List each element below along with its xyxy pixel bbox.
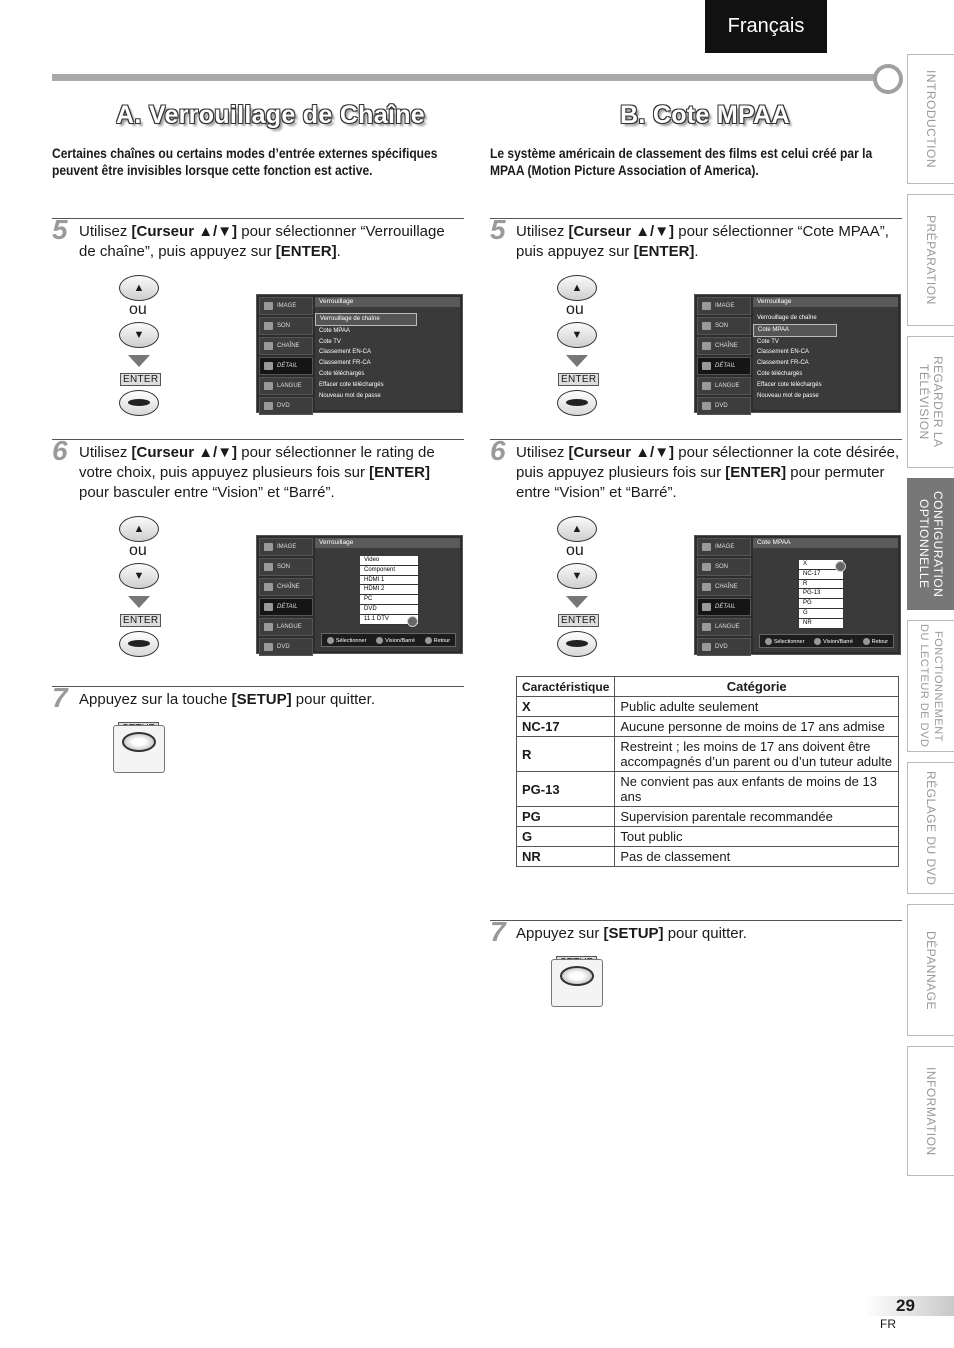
step-7-instruction: Appuyez sur [SETUP] pour quitter.: [516, 925, 747, 942]
picture-icon: [264, 302, 273, 310]
table-row: [517, 847, 899, 867]
channel-item[interactable]: 11.1 DTV: [360, 615, 418, 625]
side-tab-information[interactable]: INFORMATION: [907, 1046, 954, 1176]
osd-row-selected[interactable]: Verrouillage de chaîne: [315, 313, 417, 326]
osd-row[interactable]: Effacer cote téléchargés: [757, 381, 822, 388]
back-icon: [425, 637, 432, 644]
table-header: Catégorie: [615, 677, 899, 697]
channel-item[interactable]: HDMI 1: [360, 576, 418, 586]
cursor-down-button[interactable]: ▼: [119, 563, 159, 589]
osd-menu-item-selected[interactable]: DÉTAIL: [259, 598, 313, 616]
osd-footer-toggle: Vision/Barré: [814, 638, 853, 645]
channel-icon: [264, 583, 273, 591]
detail-icon: [702, 603, 711, 611]
step-divider: [490, 218, 902, 219]
osd-menu-item-selected[interactable]: DÉTAIL: [697, 598, 751, 616]
step-divider: [490, 439, 902, 440]
header-rule-circle: [873, 64, 903, 94]
table-cell-category: Tout public: [615, 827, 899, 847]
page-number-bar: [864, 1296, 954, 1316]
osd-menu-item[interactable]: CHAÎNE: [259, 578, 313, 596]
mpaa-item[interactable]: G: [799, 609, 843, 619]
section-title-a: A. Verrouillage de Chaîne: [116, 101, 425, 129]
step-number: 6: [52, 435, 68, 466]
picture-icon: [702, 543, 711, 551]
table-row: [517, 827, 899, 847]
osd-menu-item[interactable]: IMAGE: [697, 297, 751, 315]
osd-menu-item[interactable]: DVD: [259, 397, 313, 415]
page-number: 29: [896, 1296, 915, 1315]
osd-main-panel: [315, 538, 460, 651]
osd-row[interactable]: Classement FR-CA: [319, 360, 371, 367]
osd-menu-item[interactable]: IMAGE: [697, 538, 751, 556]
table-row: [517, 807, 899, 827]
osd-menu-item[interactable]: LANGUE: [697, 377, 751, 395]
channel-item[interactable]: PC: [360, 595, 418, 605]
osd-menu-item-selected[interactable]: DÉTAIL: [697, 357, 751, 375]
osd-row[interactable]: Nouveau mot de passe: [757, 392, 819, 399]
channel-item[interactable]: Video: [360, 556, 418, 566]
step-divider: [52, 439, 464, 440]
enter-icon: [814, 638, 821, 645]
enter-button[interactable]: [557, 390, 597, 416]
table-cell-rating: G: [517, 827, 615, 847]
enter-icon: [376, 637, 383, 644]
dvd-icon: [702, 643, 711, 651]
mpaa-item[interactable]: PG: [799, 599, 843, 609]
osd-menu-item[interactable]: DVD: [259, 638, 313, 656]
step-divider: [52, 218, 464, 219]
enter-button[interactable]: [119, 631, 159, 657]
back-icon: [863, 638, 870, 645]
table-row: [517, 697, 899, 717]
step-number: 6: [490, 435, 506, 466]
table-cell-rating: PG-13: [517, 772, 615, 807]
language-icon: [264, 623, 273, 631]
cursor-down-button[interactable]: ▼: [557, 322, 597, 348]
section-title-b: B. Cote MPAA: [620, 101, 790, 129]
osd-row[interactable]: Cote téléchargés: [319, 370, 365, 377]
arrow-down-icon: [566, 355, 588, 367]
osd-main-panel: [753, 297, 898, 410]
side-tab-troubleshooting[interactable]: DÉPANNAGE: [907, 904, 954, 1036]
cursor-up-button[interactable]: ▲: [557, 275, 597, 301]
step-divider: [52, 686, 464, 687]
dvd-icon: [264, 402, 273, 410]
osd-side-menu: [259, 538, 313, 651]
or-label: ou: [129, 542, 147, 559]
sound-icon: [702, 563, 711, 571]
mpaa-rating-table: [516, 676, 899, 867]
picture-icon: [702, 302, 711, 310]
lock-status-icon: [407, 616, 418, 627]
osd-row[interactable]: Cote TV: [319, 338, 341, 345]
table-row: [517, 717, 899, 737]
arrow-down-icon: [128, 596, 150, 608]
side-tab-optional-setup[interactable]: CONFIGURATION OPTIONNELLE: [907, 478, 954, 610]
language-icon: [702, 382, 711, 390]
osd-row[interactable]: Cote téléchargés: [757, 370, 803, 377]
step-number: 5: [490, 214, 506, 245]
osd-row[interactable]: Classement EN-CA: [757, 349, 810, 356]
mpaa-item[interactable]: R: [799, 580, 843, 590]
channel-icon: [702, 342, 711, 350]
table-cell-category: Aucune personne de moins de 17 ans admise: [615, 717, 899, 737]
table-cell-rating: NC-17: [517, 717, 615, 737]
osd-panel-title: Verrouillage: [753, 297, 898, 307]
osd-side-menu: [697, 538, 751, 652]
table-cell-category: Ne convient pas aux enfants de moins de 13 ans: [615, 772, 899, 807]
table-cell-rating: X: [517, 697, 615, 717]
osd-row[interactable]: Cote MPAA: [319, 327, 350, 334]
language-icon: [264, 382, 273, 390]
enter-label: ENTER: [558, 373, 599, 386]
osd-side-menu: [697, 297, 751, 410]
table-cell-category: Restreint ; les moins de 17 ans doivent être accompagnés d’un parent ou d’un tuteur adulte: [615, 737, 899, 772]
table-cell-rating: NR: [517, 847, 615, 867]
enter-label: ENTER: [120, 373, 161, 386]
osd-footer-toggle: Vision/Barré: [376, 637, 415, 644]
osd-screen-mpaa: [694, 535, 901, 655]
intro-left: Certaines chaînes ou certains modes d’entrée externes spécifiques peuvent être invisibles lorsque cette fonction est active.: [52, 145, 438, 178]
osd-menu-item[interactable]: CHAÎNE: [697, 578, 751, 596]
enter-button[interactable]: [557, 631, 597, 657]
setup-button[interactable]: [113, 725, 165, 773]
osd-row[interactable]: Cote TV: [757, 338, 779, 345]
step-7-instruction: Appuyez sur la touche [SETUP] pour quitter.: [79, 691, 375, 708]
channel-item[interactable]: Component: [360, 566, 418, 576]
osd-main-panel: [315, 297, 460, 410]
step-number: 7: [52, 682, 68, 713]
table-cell-category: Pas de classement: [615, 847, 899, 867]
channel-item[interactable]: HDMI 2: [360, 585, 418, 595]
osd-footer: [759, 634, 894, 648]
cursor-down-button[interactable]: ▼: [557, 563, 597, 589]
step-number: 5: [52, 214, 68, 245]
osd-panel-title: Verrouillage: [315, 297, 460, 307]
osd-footer-back: Retour: [425, 637, 451, 644]
side-tab-preparation[interactable]: PRÉPARATION: [907, 194, 954, 326]
table-cell-category: Public adulte seulement: [615, 697, 899, 717]
osd-footer-select: Sélectionner: [327, 637, 367, 644]
or-label: ou: [566, 542, 584, 559]
enter-label: ENTER: [558, 614, 599, 627]
osd-footer-select: Sélectionner: [765, 638, 805, 645]
or-label: ou: [566, 301, 584, 318]
mpaa-item[interactable]: PG-13: [799, 589, 843, 599]
enter-button[interactable]: [119, 390, 159, 416]
table-cell-rating: R: [517, 737, 615, 772]
osd-menu-item[interactable]: SON: [259, 558, 313, 576]
detail-icon: [264, 603, 273, 611]
osd-row[interactable]: Nouveau mot de passe: [319, 392, 381, 399]
cursor-up-button[interactable]: ▲: [557, 516, 597, 542]
channel-list: [360, 556, 418, 625]
sound-icon: [702, 322, 711, 330]
osd-menu-item[interactable]: SON: [697, 558, 751, 576]
osd-screen-channel-lock: [256, 535, 463, 654]
osd-row[interactable]: Verrouillage de chaîne: [757, 315, 817, 321]
osd-menu-item[interactable]: DVD: [697, 638, 751, 656]
osd-screen-lock-menu: [256, 294, 463, 413]
osd-menu-item[interactable]: DVD: [697, 397, 751, 415]
picture-icon: [264, 543, 273, 551]
side-tab-dvd-operation[interactable]: FONCTIONNEMENT DU LECTEUR DE DVD: [907, 620, 954, 752]
side-tab-introduction[interactable]: INTRODUCTION: [907, 54, 954, 184]
intro-right: Le système américain de classement des films est celui créé par la MPAA (Motion Picture Association of America).: [490, 145, 873, 178]
osd-main-panel: [753, 538, 898, 652]
channel-item[interactable]: DVD: [360, 605, 418, 615]
step-5-instruction: Utilisez [Curseur ▲/▼] pour sélectionner “Verrouillage de chaîne”, puis appuyez sur [ENTER].: [79, 223, 445, 260]
header-rule: [52, 74, 878, 81]
step-5-instruction: Utilisez [Curseur ▲/▼] pour sélectionner “Cote MPAA”, puis appuyez sur [ENTER].: [516, 223, 889, 260]
cursor-up-button[interactable]: ▲: [119, 275, 159, 301]
osd-menu-item[interactable]: LANGUE: [697, 618, 751, 636]
step-divider: [490, 920, 902, 921]
language-icon: [702, 623, 711, 631]
or-label: ou: [129, 301, 147, 318]
osd-menu-item[interactable]: CHAÎNE: [697, 337, 751, 355]
osd-menu-item[interactable]: LANGUE: [259, 618, 313, 636]
table-cell-category: Supervision parentale recommandée: [615, 807, 899, 827]
table-cell-rating: PG: [517, 807, 615, 827]
osd-footer-back: Retour: [863, 638, 889, 645]
osd-panel-title: Verrouillage: [315, 538, 460, 548]
sound-icon: [264, 563, 273, 571]
osd-menu-item[interactable]: LANGUE: [259, 377, 313, 395]
enter-label: ENTER: [120, 614, 161, 627]
osd-menu-item[interactable]: SON: [697, 317, 751, 335]
dvd-icon: [264, 643, 273, 651]
mpaa-item[interactable]: X: [799, 560, 843, 570]
step-6-instruction: Utilisez [Curseur ▲/▼] pour sélectionner la cote désirée, puis appuyez plusieurs fois sur [ENTER] pour permuter entre “Vision” et “Barré”.: [516, 444, 900, 501]
osd-row-selected[interactable]: Cote MPAA: [753, 324, 837, 337]
osd-menu-item[interactable]: IMAGE: [259, 538, 313, 556]
osd-menu-item[interactable]: SON: [259, 317, 313, 335]
mpaa-item[interactable]: NR: [799, 619, 843, 629]
cursor-up-button[interactable]: ▲: [119, 516, 159, 542]
cursor-icon: [765, 638, 772, 645]
cursor-icon: [327, 637, 334, 644]
osd-screen-lock-menu: [694, 294, 901, 413]
arrow-down-icon: [128, 355, 150, 367]
mpaa-item[interactable]: NC-17: [799, 570, 843, 580]
osd-panel-title: Cote MPAA: [753, 538, 898, 548]
setup-button[interactable]: [551, 959, 603, 1007]
step-number: 7: [490, 916, 506, 947]
page-language-code: FR: [880, 1317, 896, 1331]
table-row: [517, 772, 899, 807]
detail-icon: [702, 362, 711, 370]
osd-menu-item-selected[interactable]: DÉTAIL: [259, 357, 313, 375]
osd-footer: [321, 633, 456, 647]
side-tab-watching-tv[interactable]: REGARDER LA TÉLÉVISION: [907, 336, 954, 468]
side-tab-dvd-settings[interactable]: RÉGLAGE DU DVD: [907, 762, 954, 894]
table-header-row: [517, 677, 899, 697]
channel-icon: [264, 342, 273, 350]
detail-icon: [264, 362, 273, 370]
osd-row[interactable]: Effacer cote téléchargés: [319, 381, 384, 388]
table-row: [517, 737, 899, 772]
table-header: Caractéristique: [517, 677, 615, 697]
osd-menu-item[interactable]: IMAGE: [259, 297, 313, 315]
dvd-icon: [702, 402, 711, 410]
osd-menu-item[interactable]: CHAÎNE: [259, 337, 313, 355]
sound-icon: [264, 322, 273, 330]
lock-status-icon: [835, 561, 846, 572]
channel-icon: [702, 583, 711, 591]
language-tab: Français: [705, 0, 827, 53]
osd-row[interactable]: Classement EN-CA: [319, 349, 372, 356]
cursor-down-button[interactable]: ▼: [119, 322, 159, 348]
step-6-instruction: Utilisez [Curseur ▲/▼] pour sélectionner le rating de votre choix, puis appuyez plusieurs fois sur [ENTER] pour basculer entre “Vision” et “Barré”.: [79, 444, 435, 501]
arrow-down-icon: [566, 596, 588, 608]
osd-row[interactable]: Classement FR-CA: [757, 360, 809, 367]
osd-side-menu: [259, 297, 313, 410]
